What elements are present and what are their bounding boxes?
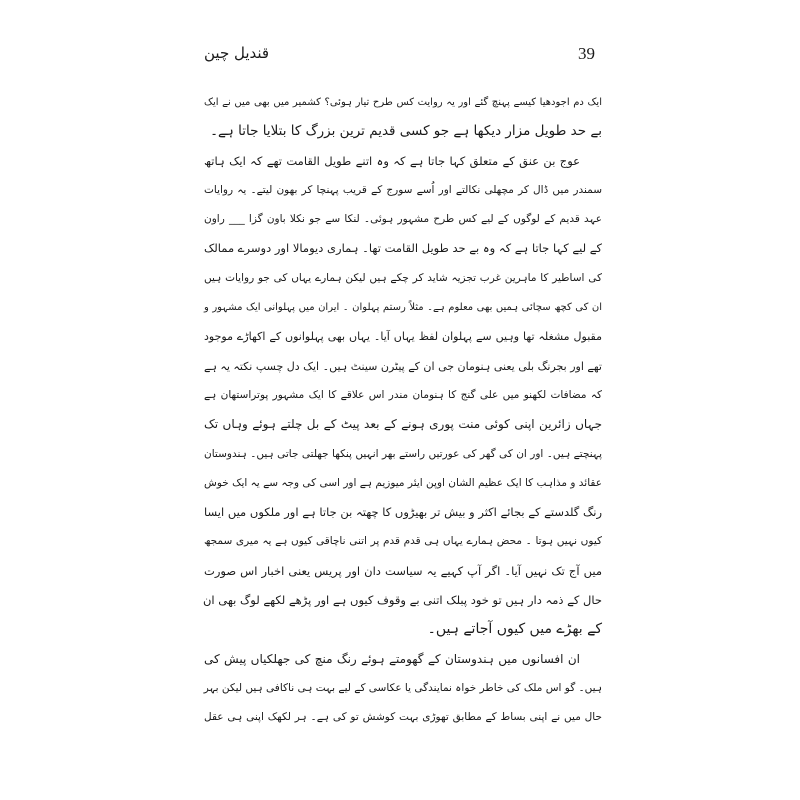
text-line: تھے اور بجرنگ بلی یعنی ہنومان جی ان کے پیٹرن سینٹ ہیں۔ ایک دل چسپ نکتہ یہ ہے bbox=[204, 359, 602, 373]
text-line: عہد قدیم کے لوگوں کے لیے کس طرح مشہور ہوئی۔ لنکا سے جو نکلا باون گزا ___ راون bbox=[204, 213, 602, 226]
text-line: سمندر میں ڈال کر مچھلی نکالتے اور اُسے سورج کے قریب پہنچا کر بھون لیتے۔ یہ روایات bbox=[204, 183, 602, 196]
text-line: ایک دم اجودھیا کیسے پہنچ گئے اور یہ روایت کس طرح تیار ہوئی؟ کشمیر میں بھی میں نے ایک bbox=[204, 97, 602, 108]
page-body bbox=[204, 88, 602, 733]
text-line: میں آج تک نہیں آیا۔ اگر آپ کہیے یہ سیاست دان اور پریس یعنی اخبار اس صورت bbox=[204, 563, 602, 578]
text-line: ان کی کچھ سچائی ہمیں بھی معلوم ہے۔ مثلاً رستم پہلوان ۔ ایران میں پہلوانی ایک مشہور و bbox=[204, 302, 602, 314]
text-line: کے بھڑے میں کیوں آجاتے ہیں۔ bbox=[427, 621, 602, 638]
text-line: عقائد و مذاہب کا ایک عظیم الشان اوپن ایئر میوزیم ہے اور اسی کی وجہ سے یہ ایک خوش bbox=[204, 476, 602, 489]
text-line: حال میں نے اپنی بساط کے مطابق تھوڑی بہت کوشش تو کی ہے۔ ہر لکھک اپنی ہی عقل bbox=[204, 711, 602, 724]
text-line: مقبول مشغلہ تھا وہیں سے پہلوان لفظ یہاں آیا۔ یہاں بھی پہلوانوں کے اکھاڑے موجود bbox=[204, 330, 602, 344]
text-line: کے لیے کہا جاتا ہے کہ وہ بے حد طویل القامت تھا۔ ہماری دیومالا اور دوسرے ممالک bbox=[204, 241, 602, 256]
text-line: کہ مضافات لکھنو میں علی گنج کا ہنومان مندر اس علاقے کا ایک مشہور پوتراستھان ہے bbox=[204, 388, 602, 401]
text-line: ہیں۔ گو اس ملک کی خاطر خواہ نمایندگی یا عکاسی کے لیے بہت ہی ناکافی ہیں لیکن بہر bbox=[203, 681, 602, 694]
text-line: پہنچتے ہیں۔ اور ان کی گھر کی عورتیں راستے بھر انہیں پنکھا جھلتی جاتی ہیں۔ ہندوستان bbox=[204, 447, 602, 460]
text-line: کی اساطیر کا ماہرین غرب تجزیہ شاید کر چکے ہیں لیکن ہمارے یہاں کی جو روایات ہیں bbox=[204, 271, 602, 284]
page-number: 39 bbox=[578, 44, 595, 63]
text-line: جہاں زائرین اپنی کوئی منت پوری ہونے کے بعد پیٹ کے بل چلتے ہوئے وہاں تک bbox=[204, 417, 602, 432]
text-line: حال کے ذمہ دار ہیں تو خود پبلک اتنی بے وقوف کیوں ہے اور پڑھے لکھے لوگ بھی ان bbox=[202, 593, 602, 608]
running-header-title: قندیل چین bbox=[204, 44, 270, 62]
text-line: رنگ گلدستے کے بجائے اکثر و بیش تر بھیڑوں کا چھتہ بن جاتا ہے اور ملکوں میں ایسا bbox=[204, 505, 602, 520]
text-line: عوج بن عنق کے متعلق کہا جاتا ہے کہ وہ اتنے طویل القامت تھے کہ ایک ہاتھ bbox=[204, 153, 580, 168]
text-line: کیوں نہیں ہوتا ۔ محض ہمارے یہاں ہی قدم قدم پر اتنی ناچاقی کیوں ہے یہ میری سمجھ bbox=[204, 535, 602, 548]
text-line: بے حد طویل مزار دیکھا ہے جو کسی قدیم ترین بزرگ کا بتلایا جاتا ہے۔ bbox=[210, 123, 602, 140]
text-line: ان افسانوں میں ہندوستان کے گھومتے ہوئے رنگ منچ کی جھلکیاں پیش کی bbox=[204, 651, 580, 666]
